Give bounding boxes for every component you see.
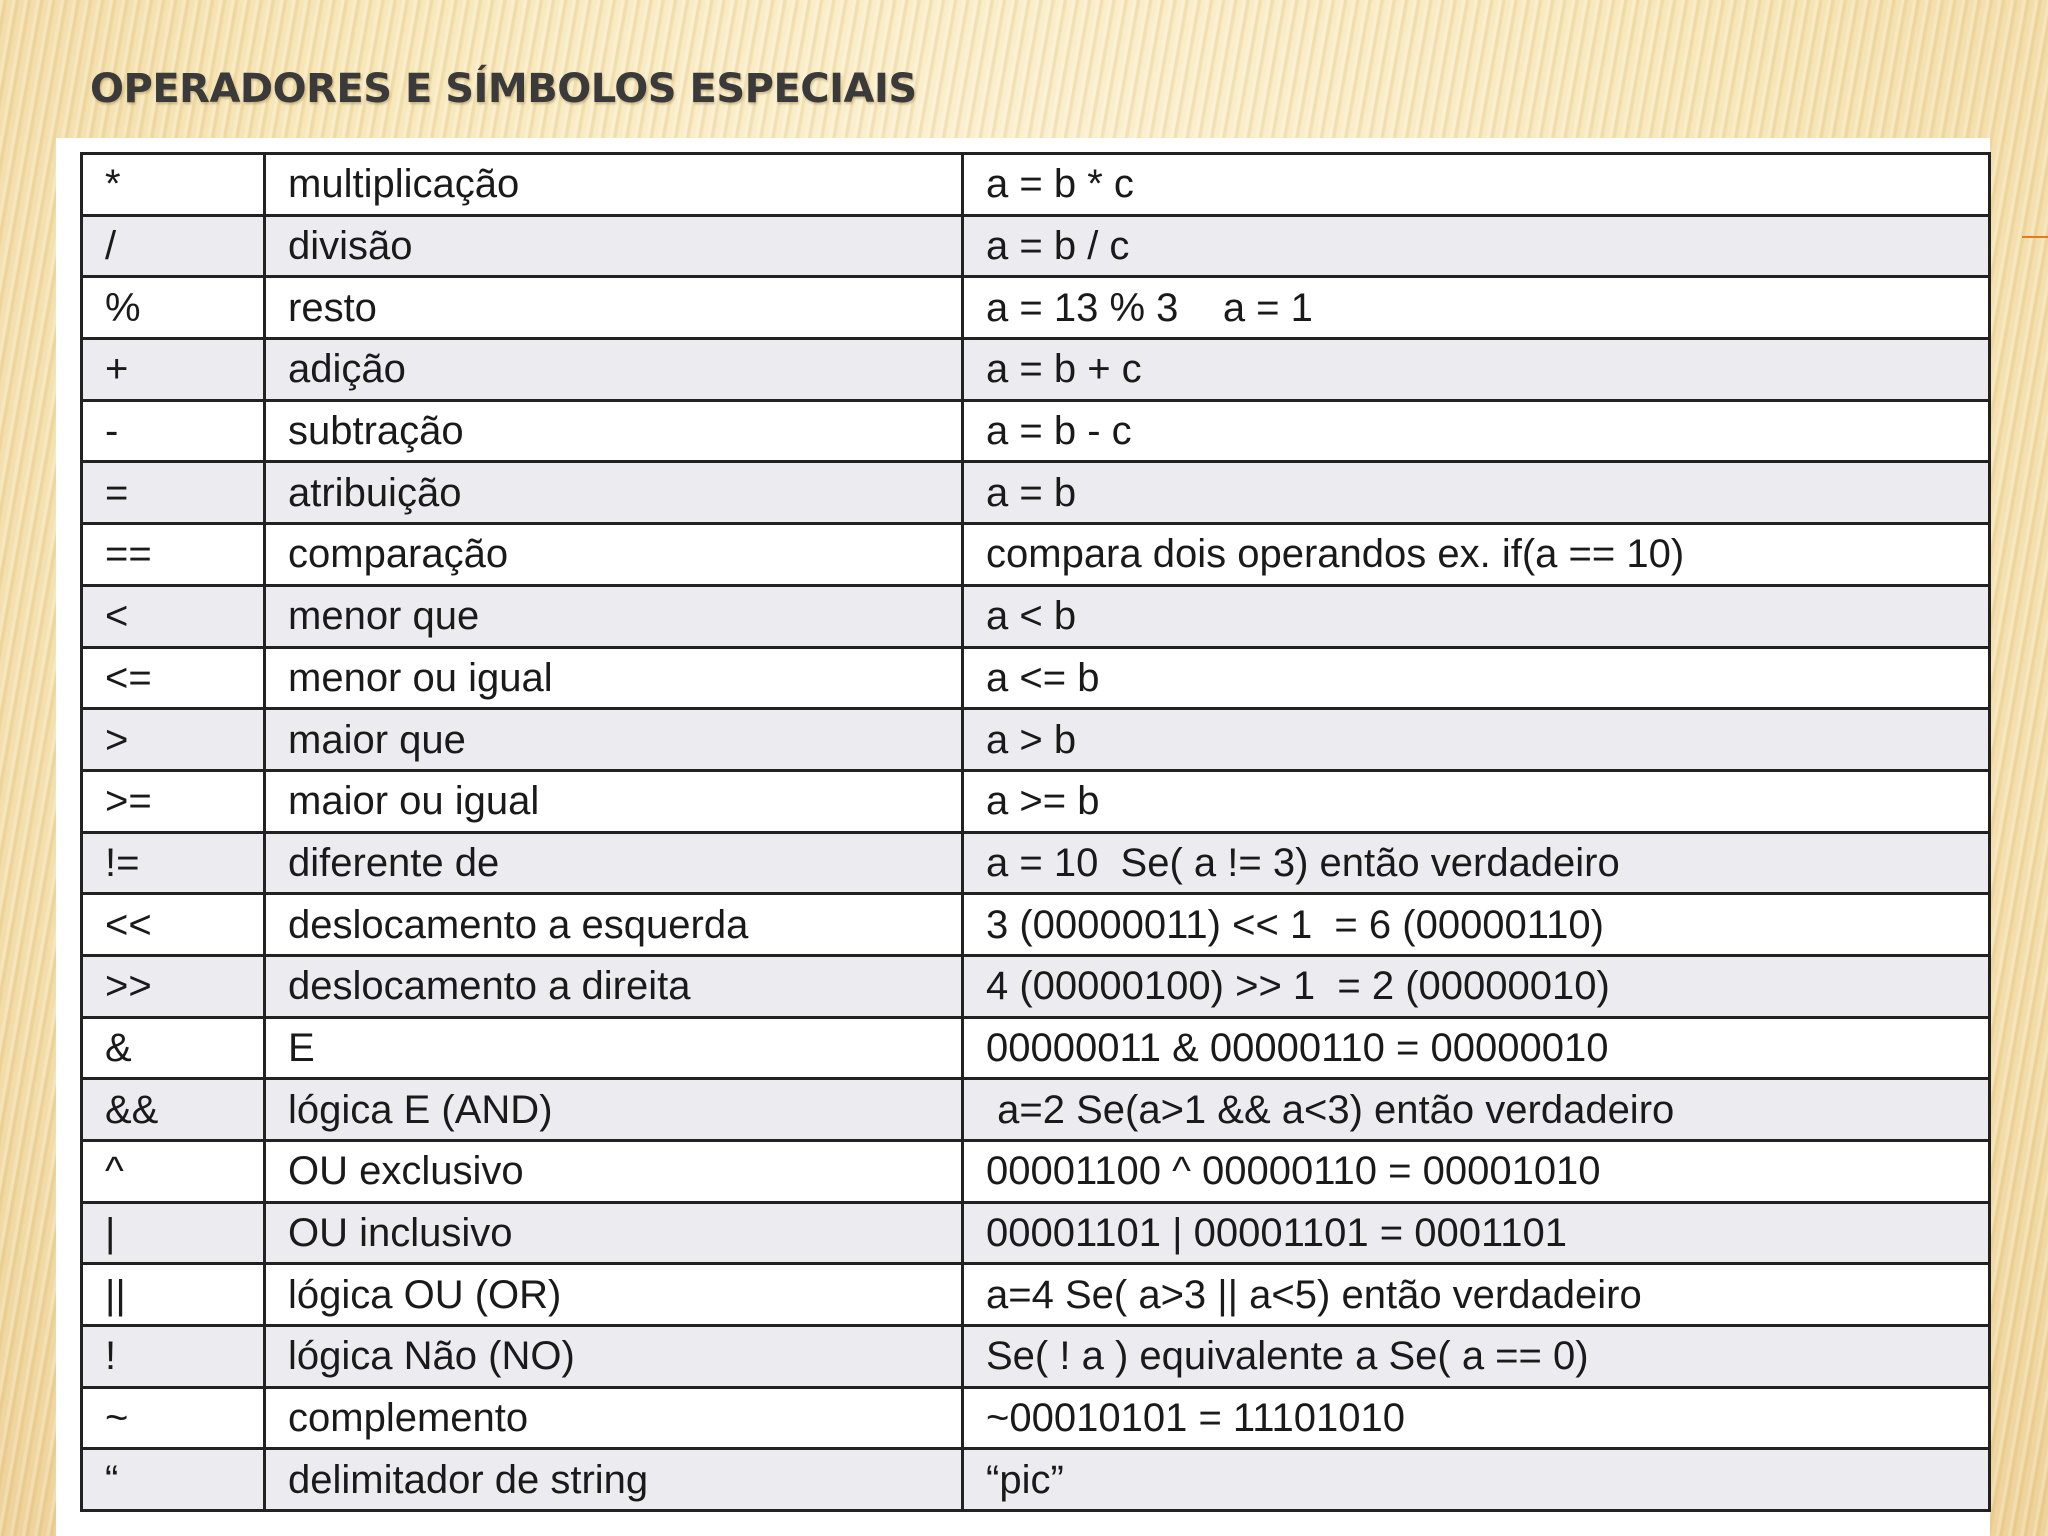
table-row xyxy=(82,339,1990,401)
operator-name: atribuição xyxy=(265,462,963,524)
operator-name: maior que xyxy=(265,709,963,771)
operator-symbol: ~ xyxy=(82,1387,265,1449)
table-row xyxy=(82,1202,1990,1264)
table-row xyxy=(82,1079,1990,1141)
operator-symbol: = xyxy=(82,462,265,524)
operator-example: a=2 Se(a>1 && a<3) então verdadeiro xyxy=(963,1079,1990,1141)
operator-symbol: “ xyxy=(82,1449,265,1511)
operator-symbol: / xyxy=(82,215,265,277)
operator-name: divisão xyxy=(265,215,963,277)
operator-name: multiplicação xyxy=(265,154,963,216)
slide-title: OPERADORES E SÍMBOLOS ESPECIAIS xyxy=(90,66,917,112)
operator-symbol: & xyxy=(82,1017,265,1079)
operator-example: a > b xyxy=(963,709,1990,771)
operator-name: adição xyxy=(265,339,963,401)
operator-example: 00001100 ^ 00000110 = 00001010 xyxy=(963,1141,1990,1203)
table-row xyxy=(82,215,1990,277)
table-row xyxy=(82,955,1990,1017)
operator-symbol: >> xyxy=(82,955,265,1017)
operator-example: 00001101 | 00001101 = 0001101 xyxy=(963,1202,1990,1264)
operator-symbol: ! xyxy=(82,1326,265,1388)
operator-example: 4 (00000100) >> 1 = 2 (00000010) xyxy=(963,955,1990,1017)
operator-example: a = 10 Se( a != 3) então verdadeiro xyxy=(963,832,1990,894)
operator-example: a < b xyxy=(963,585,1990,647)
operator-symbol: >= xyxy=(82,770,265,832)
operator-symbol: <= xyxy=(82,647,265,709)
operators-table xyxy=(80,152,1991,1512)
operator-symbol: != xyxy=(82,832,265,894)
table-row xyxy=(82,524,1990,586)
operator-symbol: - xyxy=(82,400,265,462)
operator-example: “pic” xyxy=(963,1449,1990,1511)
operator-name: deslocamento a direita xyxy=(265,955,963,1017)
operator-example: ~00010101 = 11101010 xyxy=(963,1387,1990,1449)
operator-name: delimitador de string xyxy=(265,1449,963,1511)
operator-name: subtração xyxy=(265,400,963,462)
operator-example: a = 13 % 3 a = 1 xyxy=(963,277,1990,339)
operator-name: OU exclusivo xyxy=(265,1141,963,1203)
operator-symbol: % xyxy=(82,277,265,339)
operator-symbol: + xyxy=(82,339,265,401)
table-row xyxy=(82,277,1990,339)
operator-example: compara dois operandos ex. if(a == 10) xyxy=(963,524,1990,586)
table-row xyxy=(82,1449,1990,1511)
operator-example: Se( ! a ) equivalente a Se( a == 0) xyxy=(963,1326,1990,1388)
operator-name: resto xyxy=(265,277,963,339)
table-row xyxy=(82,647,1990,709)
operator-symbol: == xyxy=(82,524,265,586)
operator-symbol: > xyxy=(82,709,265,771)
operator-name: deslocamento a esquerda xyxy=(265,894,963,956)
operator-example: a = b / c xyxy=(963,215,1990,277)
operator-example: a >= b xyxy=(963,770,1990,832)
table-row xyxy=(82,1326,1990,1388)
operator-example: 3 (00000011) << 1 = 6 (00000110) xyxy=(963,894,1990,956)
operator-example: a = b - c xyxy=(963,400,1990,462)
operator-symbol: | xyxy=(82,1202,265,1264)
operator-name: diferente de xyxy=(265,832,963,894)
operator-name: menor que xyxy=(265,585,963,647)
operator-example: a=4 Se( a>3 || a<5) então verdadeiro xyxy=(963,1264,1990,1326)
operator-name: lógica E (AND) xyxy=(265,1079,963,1141)
operator-example: 00000011 & 00000110 = 00000010 xyxy=(963,1017,1990,1079)
operator-symbol: << xyxy=(82,894,265,956)
table-row xyxy=(82,585,1990,647)
operator-name: menor ou igual xyxy=(265,647,963,709)
table-row xyxy=(82,400,1990,462)
table-row xyxy=(82,1017,1990,1079)
operator-name: comparação xyxy=(265,524,963,586)
table-row xyxy=(82,1141,1990,1203)
accent-line xyxy=(2022,236,2048,238)
operator-name: complemento xyxy=(265,1387,963,1449)
operator-name: lógica OU (OR) xyxy=(265,1264,963,1326)
operator-name: lógica Não (NO) xyxy=(265,1326,963,1388)
operator-example: a = b + c xyxy=(963,339,1990,401)
operator-symbol: && xyxy=(82,1079,265,1141)
operator-name: maior ou igual xyxy=(265,770,963,832)
table-row xyxy=(82,709,1990,771)
operator-example: a = b xyxy=(963,462,1990,524)
operator-symbol: ^ xyxy=(82,1141,265,1203)
table-row xyxy=(82,770,1990,832)
operator-symbol: < xyxy=(82,585,265,647)
table-row xyxy=(82,832,1990,894)
table-row xyxy=(82,154,1990,216)
operator-example: a <= b xyxy=(963,647,1990,709)
operator-example: a = b * c xyxy=(963,154,1990,216)
operator-symbol: || xyxy=(82,1264,265,1326)
operator-name: E xyxy=(265,1017,963,1079)
table-row xyxy=(82,1264,1990,1326)
table-row xyxy=(82,462,1990,524)
table-row xyxy=(82,894,1990,956)
operator-name: OU inclusivo xyxy=(265,1202,963,1264)
operator-symbol: * xyxy=(82,154,265,216)
table-row xyxy=(82,1387,1990,1449)
